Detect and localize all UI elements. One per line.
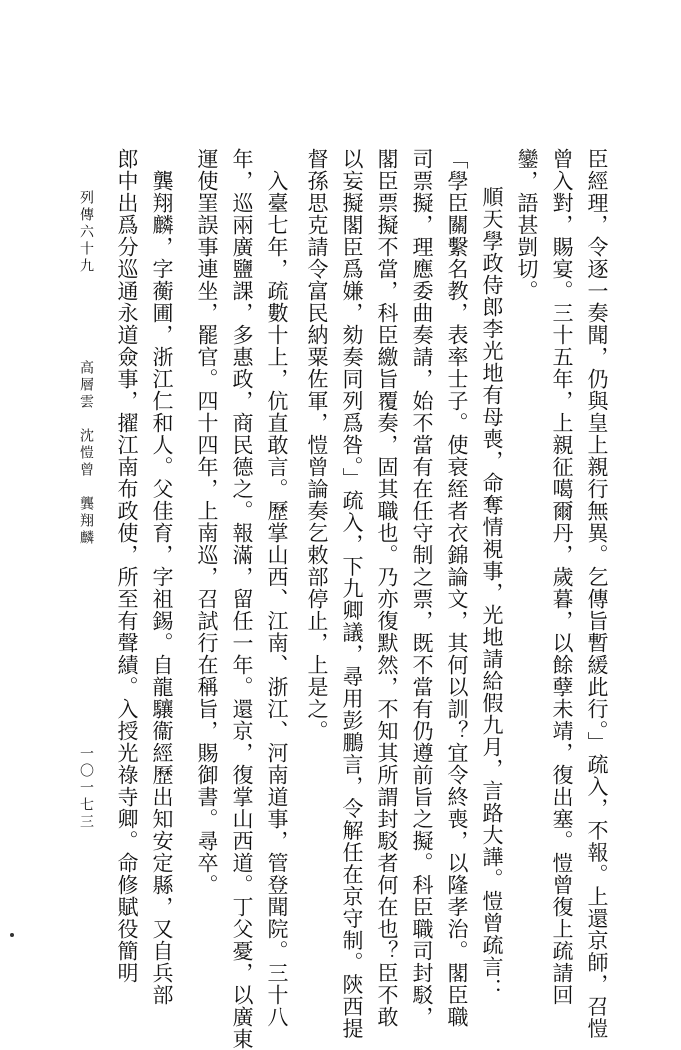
text-column: 運使罣誤事連坐，罷官。四十四年，上南巡，召試行在稱旨，賜御書。尋卒。	[195, 148, 219, 896]
text-column: 司票擬，理應委曲奏請，始不當有在任守制之票，既不當有仍遵前旨之擬。科臣職司封駁，	[410, 148, 434, 1028]
text-column: 以妄擬閣臣爲嫌，劾奏同列爲咎。」疏入，下九卿議，尋用彭鵬言，令解任在京守制。陝西提	[340, 148, 364, 1040]
text-column: 臣經理，令逐一奏聞，仍與皇上親行無異。乞傳旨暫緩此行。」疏入，不報。上還京師，召愷	[585, 148, 609, 1040]
text-column: 曾入對，賜宴。三十五年，上親征噶爾丹，歲暮，以餘孽未靖，復出塞。愷曾復上疏請回	[550, 148, 574, 1006]
scan-speck	[10, 933, 14, 937]
text-column: 入臺七年，疏數十上，伉直敢言。歷掌山西、江南、浙江、河南道事，管登聞院。三十八	[265, 170, 289, 1028]
text-column: 龔翔麟，字蘅圃，浙江仁和人。父佳育，字祖錫。自龍驤衞經歷出知安定縣，又自兵部	[150, 170, 174, 1006]
text-column: 郎中出爲分巡通永道僉事，擢江南布政使，所至有聲績。入授光祿寺卿。命修賦役簡明	[115, 148, 139, 984]
page-number: 一〇一七三	[78, 746, 94, 831]
text-column: 順天學政侍郎李光地有母喪，命奪情視事，光地請給假九月，言路大譁。愷曾疏言：	[480, 186, 504, 1000]
text-column: 督孫思克請令富民納粟佐軍，愷曾論奏乞敕部停止，上是之。	[305, 148, 329, 742]
text-column: 「學臣關繫名教，表率士子。使衰絰者衣錦論文，其何以訓？宜令終喪，以隆孝治。閣臣職	[445, 148, 469, 1028]
running-header-names: 高層雲 沈愷曾 龔翔麟	[78, 360, 94, 547]
section-title: 列傳六十九	[78, 190, 94, 275]
text-column: 年，巡兩廣鹽課，多惠政，商民德之。報滿，留任一年。還京，復掌山西道。丁父憂，以廣東	[230, 148, 254, 1050]
text-column: 閣臣票擬不當，科臣繳旨覆奏，固其職也。乃亦復默然，不知其所謂封駁者何在也？臣不敢	[375, 148, 399, 1028]
text-column: 鑾，語甚剴切。	[515, 148, 539, 302]
